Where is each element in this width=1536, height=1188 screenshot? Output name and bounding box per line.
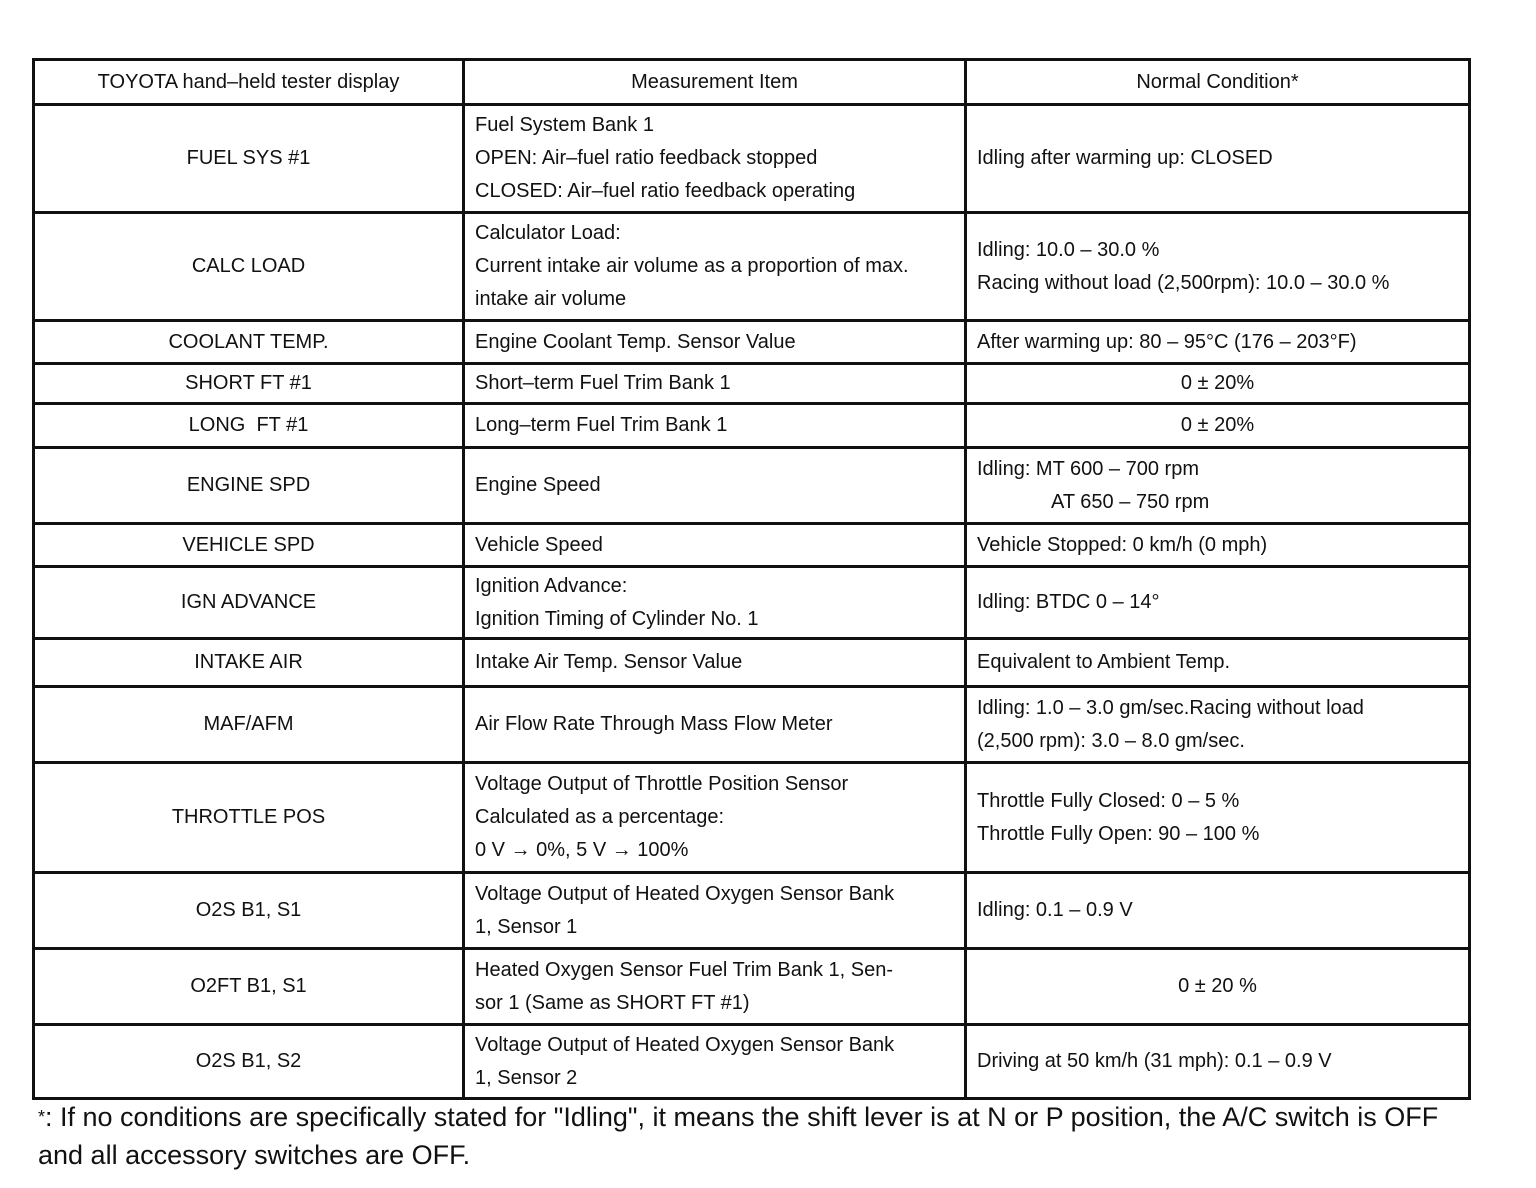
table-row xyxy=(34,687,1470,763)
item-line: Voltage Output of Heated Oxygen Sensor Bank xyxy=(475,1033,895,1056)
condition-line: 0 ± 20 % xyxy=(1178,975,1257,997)
item-line: Air Flow Rate Through Mass Flow Meter xyxy=(475,713,833,735)
condition-line: Idling: 1.0 – 3.0 gm/sec.Racing without load xyxy=(977,696,1364,719)
normal-condition xyxy=(966,448,1470,524)
condition-line: Idling after warming up: CLOSED xyxy=(977,147,1273,169)
display-name: LONG FT #1 xyxy=(34,404,464,448)
display-name: FUEL SYS #1 xyxy=(34,105,464,213)
table-row xyxy=(34,364,1470,404)
condition-line: Vehicle Stopped: 0 km/h (0 mph) xyxy=(977,533,1268,556)
condition-line: Idling: BTDC 0 – 14° xyxy=(977,591,1160,613)
measurement-item xyxy=(464,949,966,1025)
display-name: MAF/AFM xyxy=(34,687,464,763)
item-line: 0 V → 0%, 5 V → 100% xyxy=(475,839,689,861)
measurement-item xyxy=(464,763,966,873)
table-row xyxy=(34,524,1470,567)
item-line: Vehicle Speed xyxy=(475,533,603,556)
normal-condition xyxy=(966,524,1470,567)
measurement-item xyxy=(464,1025,966,1099)
table-row xyxy=(34,105,1470,213)
display-name: SHORT FT #1 xyxy=(34,364,464,404)
display-name: INTAKE AIR xyxy=(34,639,464,687)
table-row xyxy=(34,949,1470,1025)
item-line: Voltage Output of Throttle Position Sensor xyxy=(475,773,849,795)
normal-condition xyxy=(966,639,1470,687)
display-name: THROTTLE POS xyxy=(34,763,464,873)
data-list-table xyxy=(32,58,1471,1100)
condition-line: AT 650 – 750 rpm xyxy=(1051,490,1210,513)
display-name: O2S B1, S1 xyxy=(34,873,464,949)
display-name: ENGINE SPD xyxy=(34,448,464,524)
table-row xyxy=(34,763,1470,873)
condition-line: Throttle Fully Closed: 0 – 5 % xyxy=(977,789,1240,812)
item-line: Intake Air Temp. Sensor Value xyxy=(475,651,743,673)
normal-condition xyxy=(966,105,1470,213)
condition-line: (2,500 rpm): 3.0 – 8.0 gm/sec. xyxy=(977,729,1245,752)
item-line: Engine Coolant Temp. Sensor Value xyxy=(475,330,796,353)
item-line: sor 1 (Same as SHORT FT #1) xyxy=(475,991,750,1014)
normal-condition xyxy=(966,1025,1470,1099)
table-row xyxy=(34,873,1470,949)
item-line: 1, Sensor 1 xyxy=(475,915,578,938)
measurement-item xyxy=(464,639,966,687)
header-measurement-item: Measurement Item xyxy=(464,60,966,105)
normal-condition xyxy=(966,763,1470,873)
measurement-item xyxy=(464,404,966,448)
display-name: COOLANT TEMP. xyxy=(34,321,464,364)
measurement-item xyxy=(464,448,966,524)
footnote xyxy=(38,1098,1478,1174)
condition-line: Idling: 0.1 – 0.9 V xyxy=(977,899,1133,921)
condition-line: After warming up: 80 – 95°C (176 – 203°F) xyxy=(977,330,1357,353)
table-row xyxy=(34,213,1470,321)
condition-line: Idling: 10.0 – 30.0 % xyxy=(977,238,1160,261)
condition-line: Driving at 50 km/h (31 mph): 0.1 – 0.9 V xyxy=(977,1050,1332,1072)
condition-line: Idling: MT 600 – 700 rpm xyxy=(977,457,1199,480)
item-line: Calculator Load: xyxy=(475,222,621,244)
condition-line: Equivalent to Ambient Temp. xyxy=(977,651,1231,673)
item-line: CLOSED: Air–fuel ratio feedback operating xyxy=(475,180,856,202)
display-name: O2FT B1, S1 xyxy=(34,949,464,1025)
display-name: O2S B1, S2 xyxy=(34,1025,464,1099)
display-name: IGN ADVANCE xyxy=(34,567,464,639)
item-line: Fuel System Bank 1 xyxy=(475,114,654,136)
table-row xyxy=(34,321,1470,364)
measurement-item xyxy=(464,105,966,213)
measurement-item xyxy=(464,364,966,404)
table-row xyxy=(34,567,1470,639)
measurement-item xyxy=(464,873,966,949)
normal-condition xyxy=(966,404,1470,448)
normal-condition xyxy=(966,949,1470,1025)
item-line: intake air volume xyxy=(475,288,627,310)
item-line: Heated Oxygen Sensor Fuel Trim Bank 1, Sen- xyxy=(475,958,893,981)
condition-line: 0 ± 20% xyxy=(1180,414,1255,436)
item-line: Short–term Fuel Trim Bank 1 xyxy=(475,372,731,394)
header-row xyxy=(34,60,1470,105)
measurement-item xyxy=(464,213,966,321)
table-row xyxy=(34,639,1470,687)
item-line: OPEN: Air–fuel ratio feedback stopped xyxy=(475,147,818,169)
item-line: 1, Sensor 2 xyxy=(475,1066,578,1089)
measurement-item xyxy=(464,321,966,364)
table-row xyxy=(34,404,1470,448)
normal-condition xyxy=(966,321,1470,364)
item-line: Calculated as a percentage: xyxy=(475,806,725,828)
footnote-text: : If no conditions are specifically stated for "Idling", it means the shift lever is at N or P position, the A/C switch is OFF and all accessory switches are OFF. xyxy=(38,1102,1439,1170)
normal-condition xyxy=(966,687,1470,763)
normal-condition xyxy=(966,213,1470,321)
item-line: Current intake air volume as a proportion of max. xyxy=(475,255,909,277)
condition-line: Racing without load (2,500rpm): 10.0 – 30.0 % xyxy=(977,271,1390,294)
header-tester-display: TOYOTA hand–held tester display xyxy=(34,60,464,105)
document xyxy=(32,58,1468,1100)
measurement-item xyxy=(464,567,966,639)
normal-condition xyxy=(966,364,1470,404)
normal-condition xyxy=(966,873,1470,949)
item-line: Engine Speed xyxy=(475,474,601,496)
display-name: CALC LOAD xyxy=(34,213,464,321)
table-row xyxy=(34,448,1470,524)
header-normal-condition: Normal Condition* xyxy=(966,60,1470,105)
footnote-mark: * xyxy=(38,1107,46,1127)
item-line: Voltage Output of Heated Oxygen Sensor Bank xyxy=(475,882,895,905)
measurement-item xyxy=(464,687,966,763)
table-row xyxy=(34,1025,1470,1099)
measurement-item xyxy=(464,524,966,567)
condition-line: 0 ± 20% xyxy=(1180,372,1255,394)
item-line: Ignition Timing of Cylinder No. 1 xyxy=(475,607,759,630)
condition-line: Throttle Fully Open: 90 – 100 % xyxy=(977,822,1260,845)
normal-condition xyxy=(966,567,1470,639)
item-line: Long–term Fuel Trim Bank 1 xyxy=(475,414,728,436)
item-line: Ignition Advance: xyxy=(475,574,628,597)
display-name: VEHICLE SPD xyxy=(34,524,464,567)
